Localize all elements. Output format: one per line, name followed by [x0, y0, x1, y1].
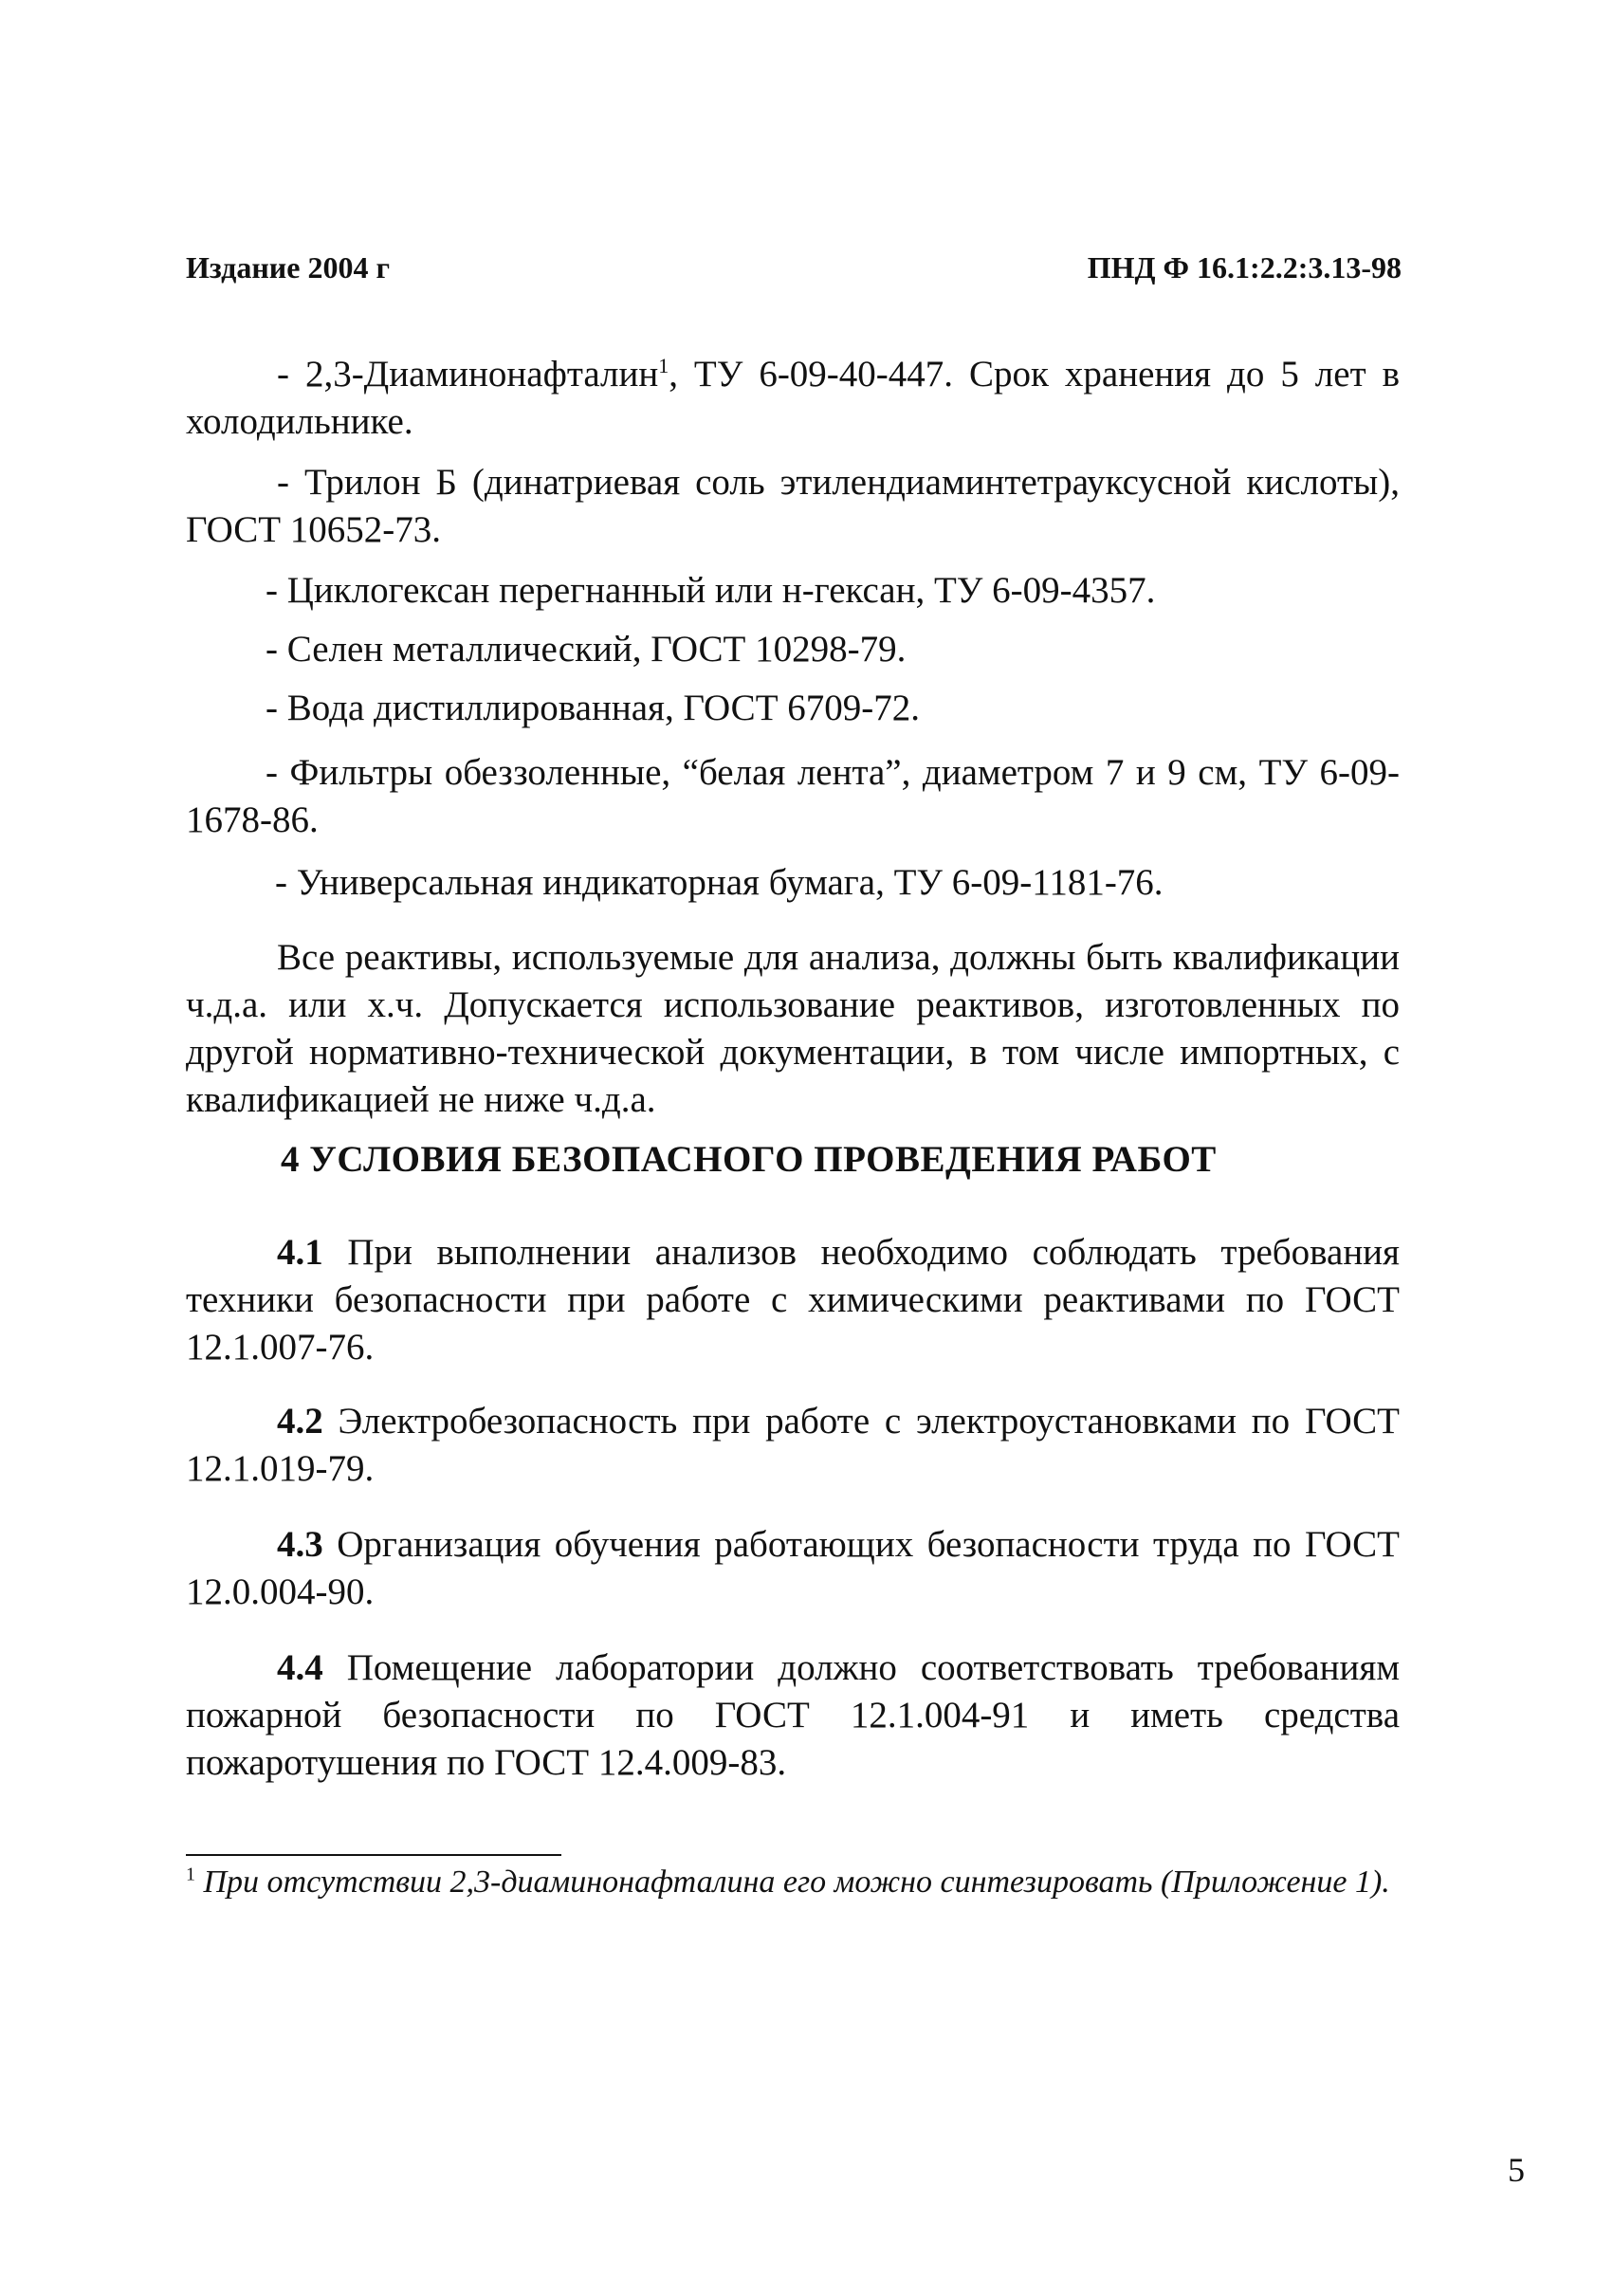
reagent-item: - Трилон Б (динатриевая соль этилендиаминтетрауксусной кислоты), ГОСТ 10652-73.	[186, 462, 1400, 550]
reagent-item: - Циклогексан перегнанный или н-гексан, ТУ 6-09-4357.	[266, 570, 1156, 611]
reagent-item: - Вода дистиллированная, ГОСТ 6709-72.	[266, 688, 921, 728]
safety-item	[186, 1644, 1400, 1787]
safety-item	[186, 1521, 1400, 1616]
footnote-divider	[186, 1854, 561, 1856]
reagent-item: - Универсальная индикаторная бумага, ТУ 6-09-1181-76.	[275, 862, 1164, 903]
reagent-text: , ТУ 6-09-40-447. Срок хранения до 5 лет в холодильнике.	[186, 354, 1400, 442]
qualification-note: Все реактивы, используемые для анализа, должны быть квалификации ч.д.а. или х.ч. Допускается использование реактивов, изготовленных по другой нормативно-технической документации, в том числе импортных, с квалификацией не ниже ч.д.а.	[186, 937, 1400, 1120]
reagent-item: - Фильтры обеззоленные, “белая лента”, диаметром 7 и 9 см, ТУ 6-09-1678-86.	[186, 752, 1400, 840]
item-text: При выполнении анализов необходимо соблюдать требования техники безопасности при работе с химическими реактивами по ГОСТ 12.1.007-76.	[186, 1232, 1400, 1368]
document-code: ПНД Ф 16.1:2.2:3.13-98	[1087, 250, 1402, 285]
reagent-text: - 2,3-Диаминонафталин	[277, 354, 659, 395]
footnote	[186, 1861, 1400, 1904]
item-text: Помещение лаборатории должно соответствовать требованиям пожарной безопасности по ГОСТ 12.1.004-91 и иметь средства пожаротушения по ГОСТ 12.4.009-83.	[186, 1647, 1400, 1783]
item-number: 4.4	[277, 1647, 323, 1688]
item-text: Электробезопасность при работе с электроустановками по ГОСТ 12.1.019-79.	[186, 1401, 1400, 1489]
reagent-item: - Селен металлический, ГОСТ 10298-79.	[266, 629, 907, 670]
item-number: 4.2	[277, 1401, 323, 1442]
item-number: 4.1	[277, 1232, 323, 1273]
footnote-text: При отсутствии 2,3-диаминонафталина его можно синтезировать (Приложение 1).	[195, 1864, 1390, 1900]
edition-label: Издание 2004 г	[186, 250, 390, 285]
reagent-item	[186, 351, 1400, 446]
page-number: 5	[1508, 2151, 1525, 2189]
footnote-ref: 1	[658, 354, 669, 377]
item-text: Организация обучения работающих безопасности труда по ГОСТ 12.0.004-90.	[186, 1524, 1400, 1612]
footnote-mark: 1	[186, 1864, 195, 1885]
item-number: 4.3	[277, 1524, 323, 1565]
section-heading: 4 УСЛОВИЯ БЕЗОПАСНОГО ПРОВЕДЕНИЯ РАБОТ	[281, 1139, 1217, 1180]
safety-item	[186, 1398, 1400, 1493]
safety-item	[186, 1229, 1400, 1371]
